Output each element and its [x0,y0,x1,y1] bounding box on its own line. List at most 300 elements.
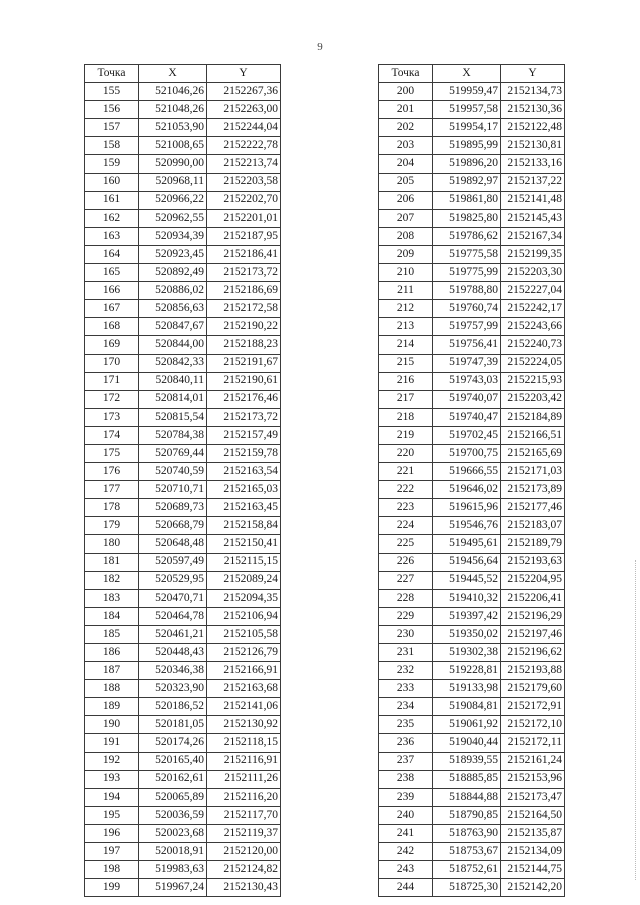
x-cell: 519775,58 [433,245,501,263]
x-cell: 519040,44 [433,734,501,752]
table-row [379,788,565,806]
x-cell: 520923,45 [139,245,207,263]
y-cell: 2152172,91 [501,698,565,716]
x-cell: 520990,00 [139,155,207,173]
y-cell: 2152213,74 [207,155,281,173]
point-cell: 186 [85,644,139,662]
point-cell: 195 [85,806,139,824]
table-row [85,354,281,372]
table-row [379,535,565,553]
point-cell: 189 [85,698,139,716]
y-cell: 2152141,48 [501,191,565,209]
table-row [379,245,565,263]
x-cell: 520968,11 [139,173,207,191]
y-cell: 2152106,94 [207,607,281,625]
point-cell: 238 [379,770,433,788]
point-cell: 200 [379,83,433,101]
table-row [379,553,565,571]
x-cell: 519896,20 [433,155,501,173]
y-cell: 2152130,43 [207,879,281,897]
x-cell: 520529,95 [139,571,207,589]
point-cell: 228 [379,589,433,607]
table-row [379,354,565,372]
x-cell: 519756,41 [433,336,501,354]
y-cell: 2152163,68 [207,680,281,698]
table-row [379,607,565,625]
table-row [85,426,281,444]
x-cell: 520842,33 [139,354,207,372]
x-cell: 520464,78 [139,607,207,625]
table-row [85,227,281,245]
point-cell: 221 [379,463,433,481]
table-row [85,752,281,770]
x-cell: 519702,45 [433,426,501,444]
point-cell: 184 [85,607,139,625]
x-cell: 519084,81 [433,698,501,716]
table-row [85,408,281,426]
point-cell: 167 [85,300,139,318]
y-cell: 2152166,91 [207,662,281,680]
y-cell: 2152134,09 [501,843,565,861]
table-row [85,83,281,101]
point-cell: 244 [379,879,433,897]
point-cell: 233 [379,680,433,698]
y-cell: 2152130,81 [501,137,565,155]
x-cell: 520036,59 [139,806,207,824]
table-row [379,264,565,282]
y-cell: 2152183,07 [501,517,565,535]
table-row [379,698,565,716]
table-row [379,408,565,426]
point-cell: 217 [379,390,433,408]
y-cell: 2152267,36 [207,83,281,101]
y-cell: 2152115,15 [207,553,281,571]
point-cell: 162 [85,209,139,227]
point-cell: 193 [85,770,139,788]
table-row [379,806,565,824]
x-cell: 519954,17 [433,119,501,137]
x-cell: 519546,76 [433,517,501,535]
table-row [379,227,565,245]
table-row [379,336,565,354]
table-row [85,300,281,318]
point-cell: 205 [379,173,433,191]
x-cell: 519959,47 [433,83,501,101]
y-cell: 2152135,87 [501,824,565,842]
table-row [379,83,565,101]
x-cell: 519228,81 [433,662,501,680]
y-cell: 2152190,61 [207,372,281,390]
point-cell: 216 [379,372,433,390]
header-y: Y [501,65,565,83]
y-cell: 2152163,45 [207,499,281,517]
point-cell: 231 [379,644,433,662]
x-cell: 519861,80 [433,191,501,209]
point-cell: 208 [379,227,433,245]
x-cell: 520648,48 [139,535,207,553]
point-cell: 169 [85,336,139,354]
table-row [85,662,281,680]
point-cell: 163 [85,227,139,245]
y-cell: 2152201,01 [207,209,281,227]
point-cell: 159 [85,155,139,173]
y-cell: 2152165,69 [501,444,565,462]
point-cell: 222 [379,481,433,499]
x-cell: 520323,90 [139,680,207,698]
x-cell: 520710,71 [139,481,207,499]
x-cell: 520814,01 [139,390,207,408]
point-cell: 239 [379,788,433,806]
table-row [85,553,281,571]
point-cell: 191 [85,734,139,752]
x-cell: 520962,55 [139,209,207,227]
y-cell: 2152089,24 [207,571,281,589]
x-cell: 520856,63 [139,300,207,318]
y-cell: 2152153,96 [501,770,565,788]
y-cell: 2152188,23 [207,336,281,354]
y-cell: 2152141,06 [207,698,281,716]
coordinates-table-left [84,64,281,897]
x-cell: 520844,00 [139,336,207,354]
x-cell: 518753,67 [433,843,501,861]
point-cell: 242 [379,843,433,861]
table-row [379,426,565,444]
x-cell: 519700,75 [433,444,501,462]
point-cell: 192 [85,752,139,770]
x-cell: 520847,67 [139,318,207,336]
point-cell: 227 [379,571,433,589]
point-cell: 188 [85,680,139,698]
x-cell: 519615,96 [433,499,501,517]
y-cell: 2152165,03 [207,481,281,499]
x-cell: 520740,59 [139,463,207,481]
table-row [379,463,565,481]
x-cell: 520597,49 [139,553,207,571]
scan-edge-mark [635,560,637,880]
y-cell: 2152227,04 [501,282,565,300]
point-cell: 226 [379,553,433,571]
table-row [379,191,565,209]
y-cell: 2152117,70 [207,806,281,824]
table-row [379,209,565,227]
table-row [85,824,281,842]
x-cell: 519957,58 [433,101,501,119]
point-cell: 161 [85,191,139,209]
y-cell: 2152186,41 [207,245,281,263]
y-cell: 2152137,22 [501,173,565,191]
table-row [85,245,281,263]
y-cell: 2152206,41 [501,589,565,607]
y-cell: 2152166,51 [501,426,565,444]
x-cell: 520840,11 [139,372,207,390]
table-row [85,716,281,734]
table-row [379,879,565,897]
point-cell: 187 [85,662,139,680]
y-cell: 2152179,60 [501,680,565,698]
point-cell: 156 [85,101,139,119]
table-row [85,444,281,462]
y-cell: 2152119,37 [207,824,281,842]
x-cell: 518763,90 [433,824,501,842]
y-cell: 2152222,78 [207,137,281,155]
point-cell: 178 [85,499,139,517]
y-cell: 2152172,11 [501,734,565,752]
table-row [379,861,565,879]
x-cell: 518725,30 [433,879,501,897]
table-row [379,444,565,462]
table-row [85,680,281,698]
y-cell: 2152189,79 [501,535,565,553]
x-cell: 520784,38 [139,426,207,444]
point-cell: 241 [379,824,433,842]
table-row [85,861,281,879]
y-cell: 2152157,49 [207,426,281,444]
table-row [85,173,281,191]
table-row [85,806,281,824]
x-cell: 520966,22 [139,191,207,209]
table-row [379,372,565,390]
point-cell: 164 [85,245,139,263]
x-cell: 519061,92 [433,716,501,734]
point-cell: 243 [379,861,433,879]
y-cell: 2152202,70 [207,191,281,209]
x-cell: 521053,90 [139,119,207,137]
table-row [85,390,281,408]
x-cell: 519775,99 [433,264,501,282]
table-row [85,191,281,209]
table-row [85,734,281,752]
point-cell: 237 [379,752,433,770]
y-cell: 2152173,89 [501,481,565,499]
table-row [379,101,565,119]
point-cell: 183 [85,589,139,607]
point-cell: 199 [85,879,139,897]
y-cell: 2152187,95 [207,227,281,245]
table-row [379,300,565,318]
x-cell: 520892,49 [139,264,207,282]
table-row [85,209,281,227]
table-row [85,336,281,354]
table-row [379,173,565,191]
point-cell: 234 [379,698,433,716]
table-row [85,372,281,390]
x-cell: 521008,65 [139,137,207,155]
y-cell: 2152130,92 [207,716,281,734]
y-cell: 2152173,47 [501,788,565,806]
y-cell: 2152263,00 [207,101,281,119]
point-cell: 201 [379,101,433,119]
x-cell: 519967,24 [139,879,207,897]
y-cell: 2152167,34 [501,227,565,245]
table-row [85,879,281,897]
table-row [85,788,281,806]
point-cell: 202 [379,119,433,137]
x-cell: 519456,64 [433,553,501,571]
table-row [85,264,281,282]
point-cell: 172 [85,390,139,408]
table-row [379,155,565,173]
table-row [379,137,565,155]
table-row [85,535,281,553]
x-cell: 519740,47 [433,408,501,426]
y-cell: 2152184,89 [501,408,565,426]
point-cell: 181 [85,553,139,571]
y-cell: 2152173,72 [207,264,281,282]
x-cell: 518790,85 [433,806,501,824]
y-cell: 2152144,75 [501,861,565,879]
table-row [379,390,565,408]
table-row [379,644,565,662]
point-cell: 170 [85,354,139,372]
x-cell: 519495,61 [433,535,501,553]
point-cell: 240 [379,806,433,824]
x-cell: 518939,55 [433,752,501,770]
x-cell: 520162,61 [139,770,207,788]
x-cell: 520886,02 [139,282,207,300]
table-row [85,282,281,300]
x-cell: 519760,74 [433,300,501,318]
y-cell: 2152133,16 [501,155,565,173]
x-cell: 519666,55 [433,463,501,481]
x-cell: 519397,42 [433,607,501,625]
header-point: Точка [379,65,433,83]
y-cell: 2152243,66 [501,318,565,336]
point-cell: 177 [85,481,139,499]
point-cell: 224 [379,517,433,535]
x-cell: 520769,44 [139,444,207,462]
x-cell: 519445,52 [433,571,501,589]
point-cell: 223 [379,499,433,517]
y-cell: 2152244,04 [207,119,281,137]
y-cell: 2152126,79 [207,644,281,662]
x-cell: 519757,99 [433,318,501,336]
y-cell: 2152173,72 [207,408,281,426]
x-cell: 520174,26 [139,734,207,752]
x-cell: 520018,91 [139,843,207,861]
table-row [85,770,281,788]
table-row [85,571,281,589]
y-cell: 2152124,82 [207,861,281,879]
table-row [85,318,281,336]
table-row [379,752,565,770]
table-row [85,499,281,517]
y-cell: 2152150,41 [207,535,281,553]
point-cell: 213 [379,318,433,336]
y-cell: 2152164,50 [501,806,565,824]
point-cell: 155 [85,83,139,101]
x-cell: 518752,61 [433,861,501,879]
table-row [379,625,565,643]
y-cell: 2152118,15 [207,734,281,752]
table-row [379,517,565,535]
x-cell: 520181,05 [139,716,207,734]
point-cell: 185 [85,625,139,643]
y-cell: 2152134,73 [501,83,565,101]
table-row [85,463,281,481]
point-cell: 166 [85,282,139,300]
y-cell: 2152203,58 [207,173,281,191]
point-cell: 179 [85,517,139,535]
table-row [85,137,281,155]
x-cell: 519740,07 [433,390,501,408]
x-cell: 518844,88 [433,788,501,806]
y-cell: 2152122,48 [501,119,565,137]
point-cell: 157 [85,119,139,137]
y-cell: 2152120,00 [207,843,281,861]
y-cell: 2152186,69 [207,282,281,300]
y-cell: 2152161,24 [501,752,565,770]
coordinates-table-right [378,64,565,897]
x-cell: 520346,38 [139,662,207,680]
point-cell: 198 [85,861,139,879]
point-cell: 215 [379,354,433,372]
table-header-row [379,65,565,83]
point-cell: 182 [85,571,139,589]
x-cell: 519786,62 [433,227,501,245]
x-cell: 519743,03 [433,372,501,390]
y-cell: 2152196,62 [501,644,565,662]
point-cell: 218 [379,408,433,426]
y-cell: 2152158,84 [207,517,281,535]
y-cell: 2152111,26 [207,770,281,788]
header-x: X [139,65,207,83]
x-cell: 519747,39 [433,354,501,372]
x-cell: 519983,63 [139,861,207,879]
point-cell: 232 [379,662,433,680]
x-cell: 520689,73 [139,499,207,517]
y-cell: 2152224,05 [501,354,565,372]
table-row [379,680,565,698]
point-cell: 160 [85,173,139,191]
x-cell: 521048,26 [139,101,207,119]
y-cell: 2152190,22 [207,318,281,336]
table-row [85,607,281,625]
point-cell: 210 [379,264,433,282]
y-cell: 2152116,20 [207,788,281,806]
y-cell: 2152130,36 [501,101,565,119]
table-row [379,734,565,752]
x-cell: 520448,43 [139,644,207,662]
x-cell: 520165,40 [139,752,207,770]
table-row [379,571,565,589]
point-cell: 236 [379,734,433,752]
point-cell: 211 [379,282,433,300]
point-cell: 220 [379,444,433,462]
y-cell: 2152172,58 [207,300,281,318]
table-row [85,644,281,662]
y-cell: 2152145,43 [501,209,565,227]
point-cell: 204 [379,155,433,173]
point-cell: 230 [379,625,433,643]
table-row [379,662,565,680]
point-cell: 194 [85,788,139,806]
y-cell: 2152193,63 [501,553,565,571]
point-cell: 180 [85,535,139,553]
point-cell: 212 [379,300,433,318]
y-cell: 2152215,93 [501,372,565,390]
table-row [379,481,565,499]
x-cell: 520065,89 [139,788,207,806]
x-cell: 519892,97 [433,173,501,191]
y-cell: 2152197,46 [501,625,565,643]
table-row [85,481,281,499]
y-cell: 2152240,73 [501,336,565,354]
table-row [85,119,281,137]
x-cell: 520815,54 [139,408,207,426]
y-cell: 2152172,10 [501,716,565,734]
y-cell: 2152204,95 [501,571,565,589]
table-row [379,770,565,788]
